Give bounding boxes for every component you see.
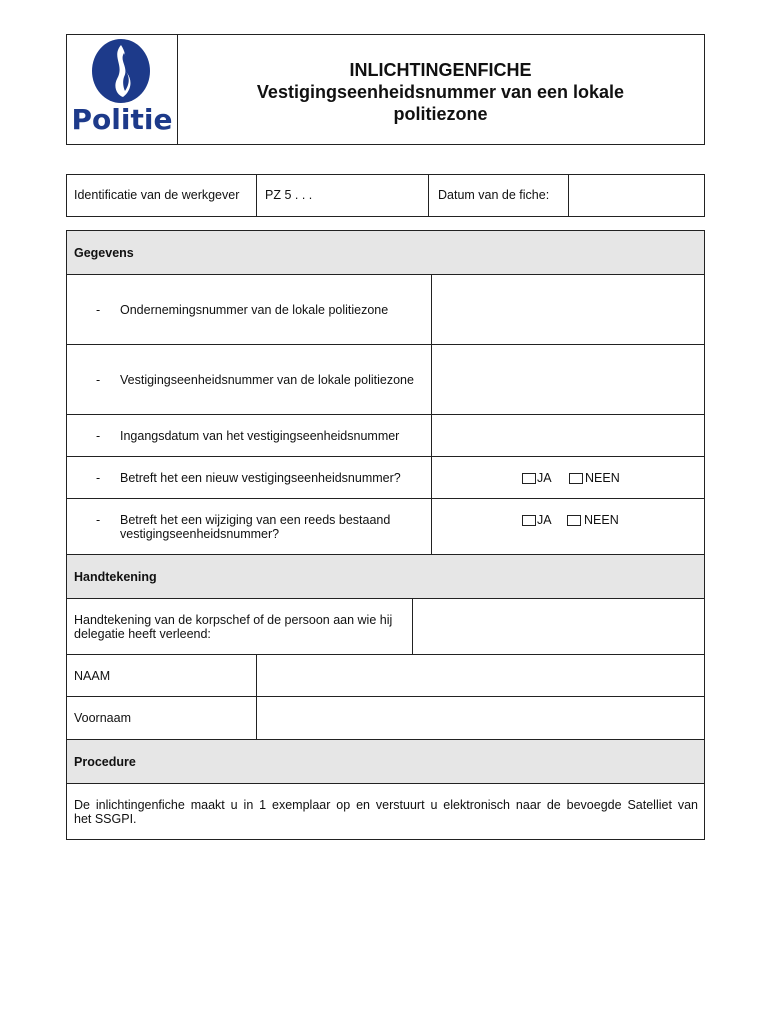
establishment-number-field[interactable]	[433, 346, 703, 413]
gegevens-heading: Gegevens	[74, 246, 134, 260]
procedure-text-line2: het SSGPI.	[74, 812, 137, 826]
new-no-label: NEEN	[585, 471, 620, 485]
divider	[256, 654, 257, 740]
row-bullet: -	[96, 513, 101, 527]
row-bullet: -	[96, 303, 101, 317]
change-yes-label: JA	[537, 513, 552, 527]
divider	[412, 598, 413, 654]
procedure-heading: Procedure	[74, 755, 136, 769]
start-date-field[interactable]	[433, 416, 703, 455]
row-bullet: -	[96, 373, 101, 387]
date-field[interactable]	[572, 180, 700, 210]
divider	[66, 274, 705, 275]
procedure-text-line1: De inlichtingenfiche maakt u in 1 exemplaar op en verstuurt u elektronisch naar de bevoegde Satelliet van	[74, 798, 698, 812]
handtekening-heading-bg	[67, 555, 704, 598]
naam-field[interactable]	[258, 656, 703, 695]
new-no-checkbox[interactable]	[569, 473, 583, 484]
divider	[256, 174, 257, 217]
change-no-checkbox[interactable]	[567, 515, 581, 526]
divider	[428, 174, 429, 217]
divider	[66, 696, 705, 697]
logo-cell	[67, 35, 178, 144]
voornaam-label: Voornaam	[74, 711, 131, 725]
enterprise-number-label: Ondernemingsnummer van de lokale politiezone	[120, 303, 389, 317]
divider	[431, 274, 432, 555]
title-line-1: INLICHTINGENFICHE	[349, 60, 532, 80]
employer-id-label: Identificatie van de werkgever	[74, 188, 240, 202]
establishment-number-label: Vestigingseenheidsnummer van de lokale politiezone	[120, 373, 414, 387]
gegevens-heading-bg	[67, 231, 704, 274]
new-number-question: Betreft het een nieuw vestigingseenheidsnummer?	[120, 471, 401, 485]
change-no-label: NEEN	[584, 513, 619, 527]
row-bullet: -	[96, 471, 101, 485]
signature-label-line2: delegatie heeft verleend:	[74, 627, 211, 641]
start-date-label: Ingangsdatum van het vestigingseenheidsnummer	[120, 429, 400, 443]
title-line-3: politiezone	[393, 104, 488, 124]
logo-text: Politie	[71, 103, 173, 136]
enterprise-number-field[interactable]	[433, 276, 703, 343]
title-line-2: Vestigingseenheidsnummer van een lokale	[256, 82, 625, 102]
divider	[568, 174, 569, 217]
row-bullet: -	[96, 429, 101, 443]
signature-label-line1: Handtekening van de korpschef of de persoon aan wie hij	[74, 613, 393, 627]
divider	[66, 598, 705, 599]
change-number-question-line1: Betreft het een wijziging van een reeds bestaand	[120, 513, 391, 527]
voornaam-field[interactable]	[258, 698, 703, 739]
naam-label: NAAM	[74, 669, 111, 683]
new-yes-checkbox[interactable]	[522, 473, 536, 484]
change-number-question-line2: vestigingseenheidsnummer?	[120, 527, 280, 541]
divider	[66, 456, 705, 457]
divider	[66, 414, 705, 415]
signature-field[interactable]	[414, 600, 703, 653]
date-label: Datum van de fiche:	[438, 188, 550, 202]
divider	[66, 498, 705, 499]
new-yes-label: JA	[537, 471, 552, 485]
divider	[66, 654, 705, 655]
procedure-heading-bg	[67, 740, 704, 783]
pz-number-field[interactable]: PZ 5 . . .	[265, 188, 313, 202]
divider	[66, 783, 705, 784]
handtekening-heading: Handtekening	[74, 570, 157, 584]
divider	[66, 344, 705, 345]
header-box	[66, 34, 705, 145]
title-block	[177, 35, 704, 144]
change-yes-checkbox[interactable]	[522, 515, 536, 526]
